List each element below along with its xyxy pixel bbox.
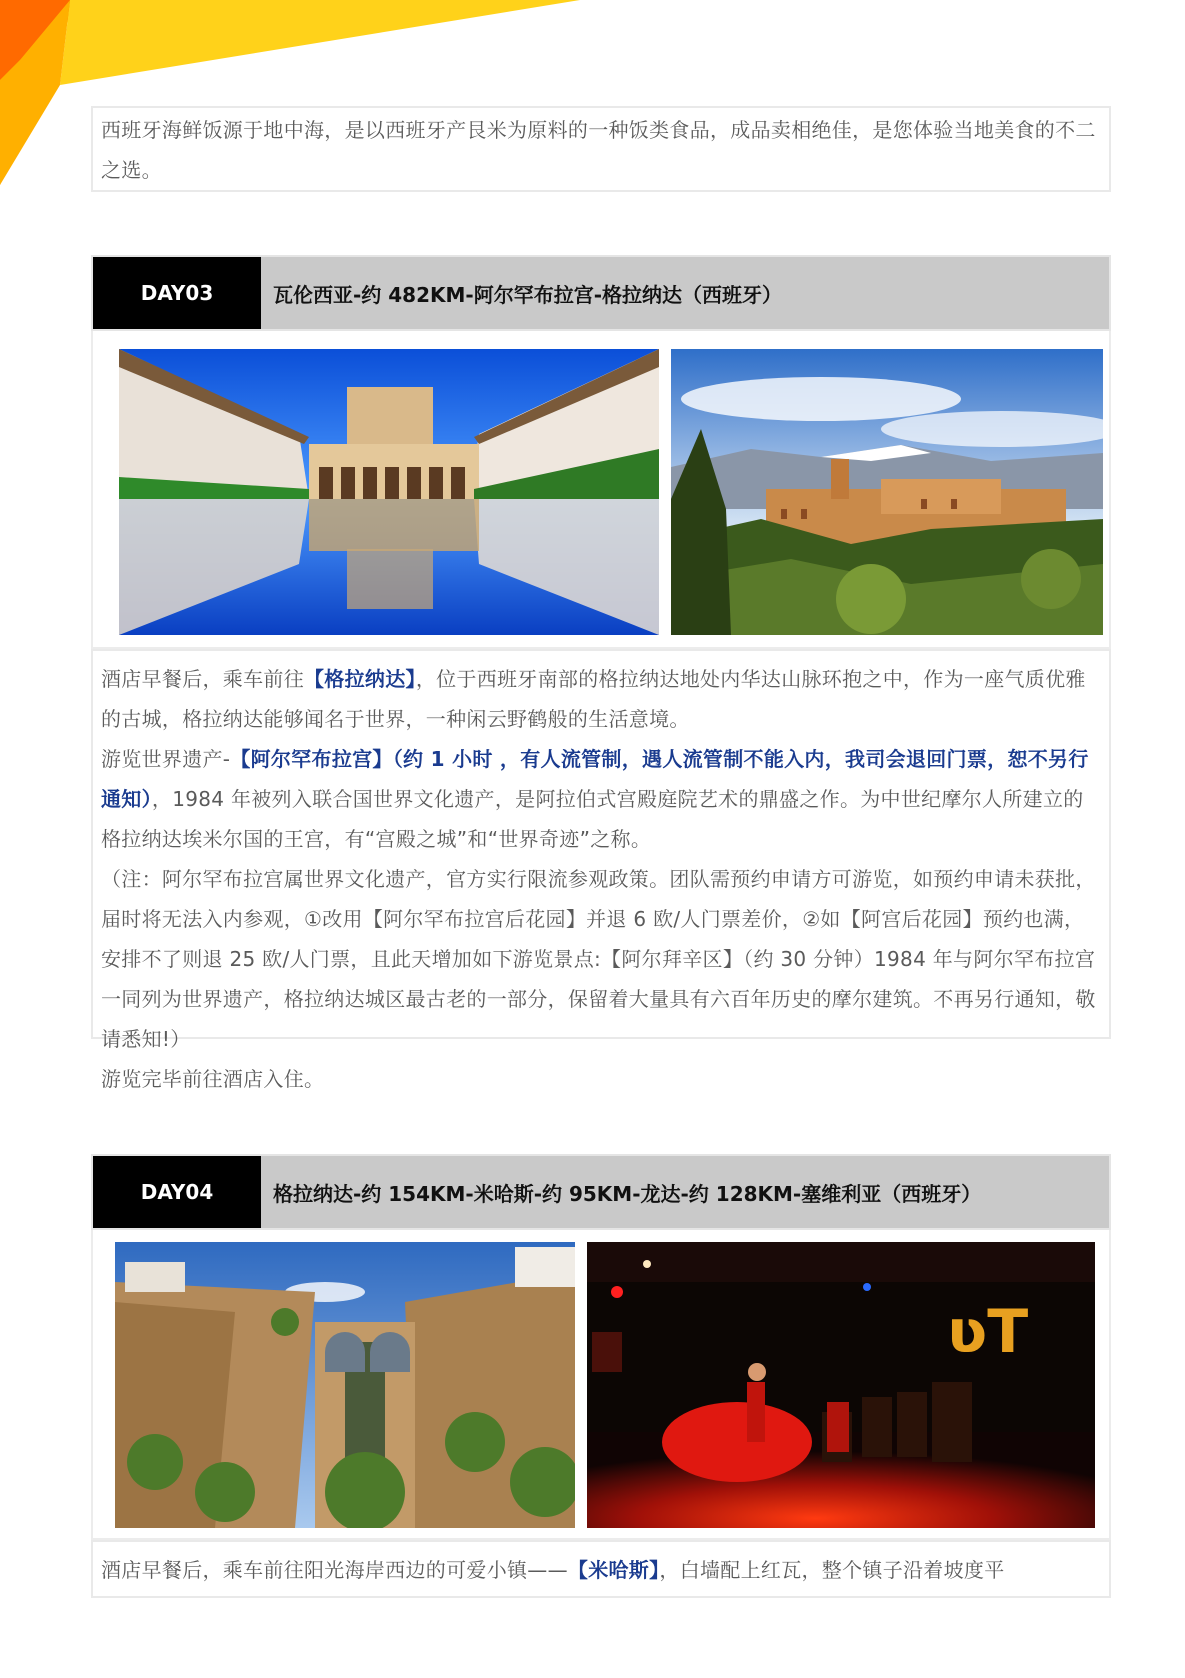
granada-highlight: 【格拉纳达】 (304, 667, 416, 691)
day03-p1-start: 酒店早餐后，乘车前往 (101, 667, 304, 691)
day03-header (91, 255, 1111, 331)
day03-photo-row (91, 331, 1111, 649)
day03-paragraph-2 (93, 739, 1109, 859)
flamenco-show-photo (587, 1242, 1095, 1528)
day03-title: 瓦伦西亚-约 482KM-阿尔罕布拉宫-格拉纳达（西班牙） (261, 257, 1109, 329)
day04-photo-row (91, 1230, 1111, 1540)
day03-p2-start: 游览世界遗产- (101, 747, 231, 771)
mijas-highlight: 【米哈斯】 (567, 1558, 660, 1582)
alhambra-highlight: 【阿尔罕布拉宫】（约 1 小时 ，有人流管制，遇人流管制不能入内，我司会退回门票，恕不另行通知） (101, 747, 1089, 811)
day04-label: DAY04 (93, 1156, 261, 1228)
day04-header (91, 1154, 1111, 1230)
alhambra-hilltop-photo (671, 349, 1103, 635)
day03-label: DAY03 (93, 257, 261, 329)
intro-box (91, 106, 1111, 192)
day04-text-box (91, 1540, 1111, 1598)
day03-text-box (91, 649, 1111, 1091)
day03-hotel: 游览完毕前往酒店入住。 (101, 1067, 325, 1091)
day03-p2-rest: ，1984 年被列入联合国世界文化遗产，是阿拉伯式宫殿庭院艺术的鼎盛之作。为中世纪摩尔人所建立的格拉纳达埃米尔国的王宫，有“宫殿之城”和“世界奇迹”之称。 (101, 787, 1084, 851)
day04-p1-start: 酒店早餐后，乘车前往阳光海岸西边的可爱小镇—— (101, 1558, 568, 1582)
day04-title: 格拉纳达-约 154KM-米哈斯-约 95KM-龙达-约 128KM-塞维利亚（西班牙） (261, 1156, 1109, 1228)
day03-note: （注：阿尔罕布拉宫属世界文化遗产，官方实行限流参观政策。团队需预约申请方可游览，如预约申请未获批，届时将无法入内参观，①改用【阿尔罕布拉宫后花园】并退 6 欧/人门票差价，②如【阿宫后花园】预约也满，安排不了则退 25 欧/人门票，且此天增加如下游览景点:【阿尔拜辛区】（约 30 分钟）1984 年与阿尔罕布拉宫一同列为世界遗产，格拉纳达城区最古老的一部分，保留着大量具有六百年历史的摩尔建筑。不再另行通知，敬请悉知!） (101, 867, 1096, 1051)
day03-paragraph-1 (93, 659, 1109, 739)
alhambra-courtyard-photo (119, 349, 659, 635)
day03-p1-rest: ，位于西班牙南部的格拉纳达地处内华达山脉环抱之中，作为一座气质优雅的古城，格拉纳达能够闻名于世界，一种闲云野鹤般的生活意境。 (101, 667, 1086, 731)
svg-text:ʋT: ʋT (947, 1297, 1029, 1367)
day04-paragraph-1 (93, 1550, 1109, 1590)
day04-p1-rest: ，白墙配上红瓦，整个镇子沿着坡度平 (659, 1558, 1005, 1582)
ronda-bridge-photo (115, 1242, 575, 1528)
intro-text: 西班牙海鲜饭源于地中海，是以西班牙产艮米为原料的一种饭类食品，成品卖相绝佳，是您体验当地美食的不二之选。 (101, 118, 1096, 182)
